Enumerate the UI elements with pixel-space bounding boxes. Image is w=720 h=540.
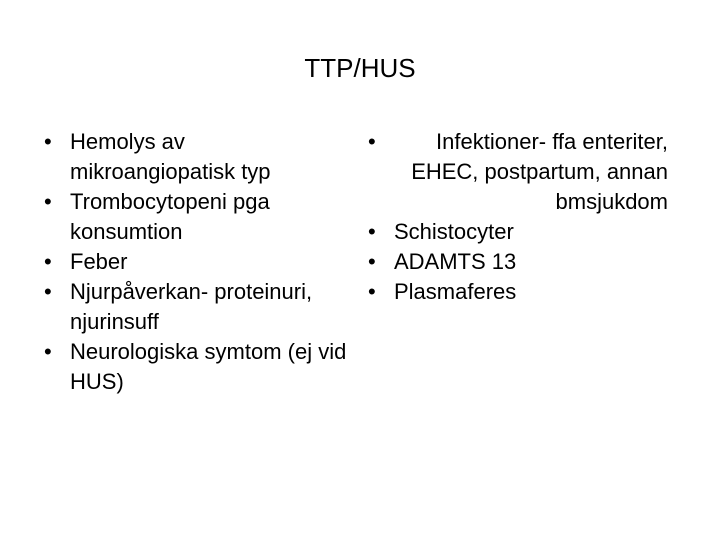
right-bullet-list: [368, 127, 668, 307]
bullet-icon: •: [368, 279, 376, 304]
slide-title: TTP/HUS: [304, 53, 416, 83]
list-item-text: Hemolys av mikroangiopatisk typ: [70, 129, 271, 184]
left-bullet-list: [44, 127, 354, 397]
list-item-text: Njurpåverkan- proteinuri, njurinsuff: [70, 279, 313, 334]
bullet-icon: •: [44, 189, 52, 214]
list-item: [368, 277, 668, 307]
list-item-text: Infektioner- ffa enteriter, EHEC, postpartum, annan bmsjukdom: [411, 129, 668, 214]
bullet-icon: •: [44, 249, 52, 274]
list-item-text: Schistocyter: [394, 219, 514, 244]
list-item: [368, 127, 668, 217]
list-item: [44, 277, 354, 337]
bullet-icon: •: [44, 279, 52, 304]
bullet-icon: •: [368, 219, 376, 244]
list-item: [368, 247, 668, 277]
list-item-text: ADAMTS 13: [394, 249, 517, 274]
list-item: [44, 187, 354, 247]
list-item: [44, 337, 354, 397]
bullet-icon: •: [368, 249, 376, 274]
list-item-text: Plasmaferes: [394, 279, 517, 304]
list-item-text: Trombocytopeni pga konsumtion: [70, 189, 270, 244]
list-item: [44, 127, 354, 187]
bullet-icon: •: [368, 129, 376, 154]
list-item-text: Feber: [70, 249, 128, 274]
bullet-icon: •: [44, 129, 52, 154]
bullet-icon: •: [44, 339, 52, 364]
list-item: [368, 217, 668, 247]
list-item-text: Neurologiska symtom (ej vid HUS): [70, 339, 347, 394]
list-item: [44, 247, 354, 277]
